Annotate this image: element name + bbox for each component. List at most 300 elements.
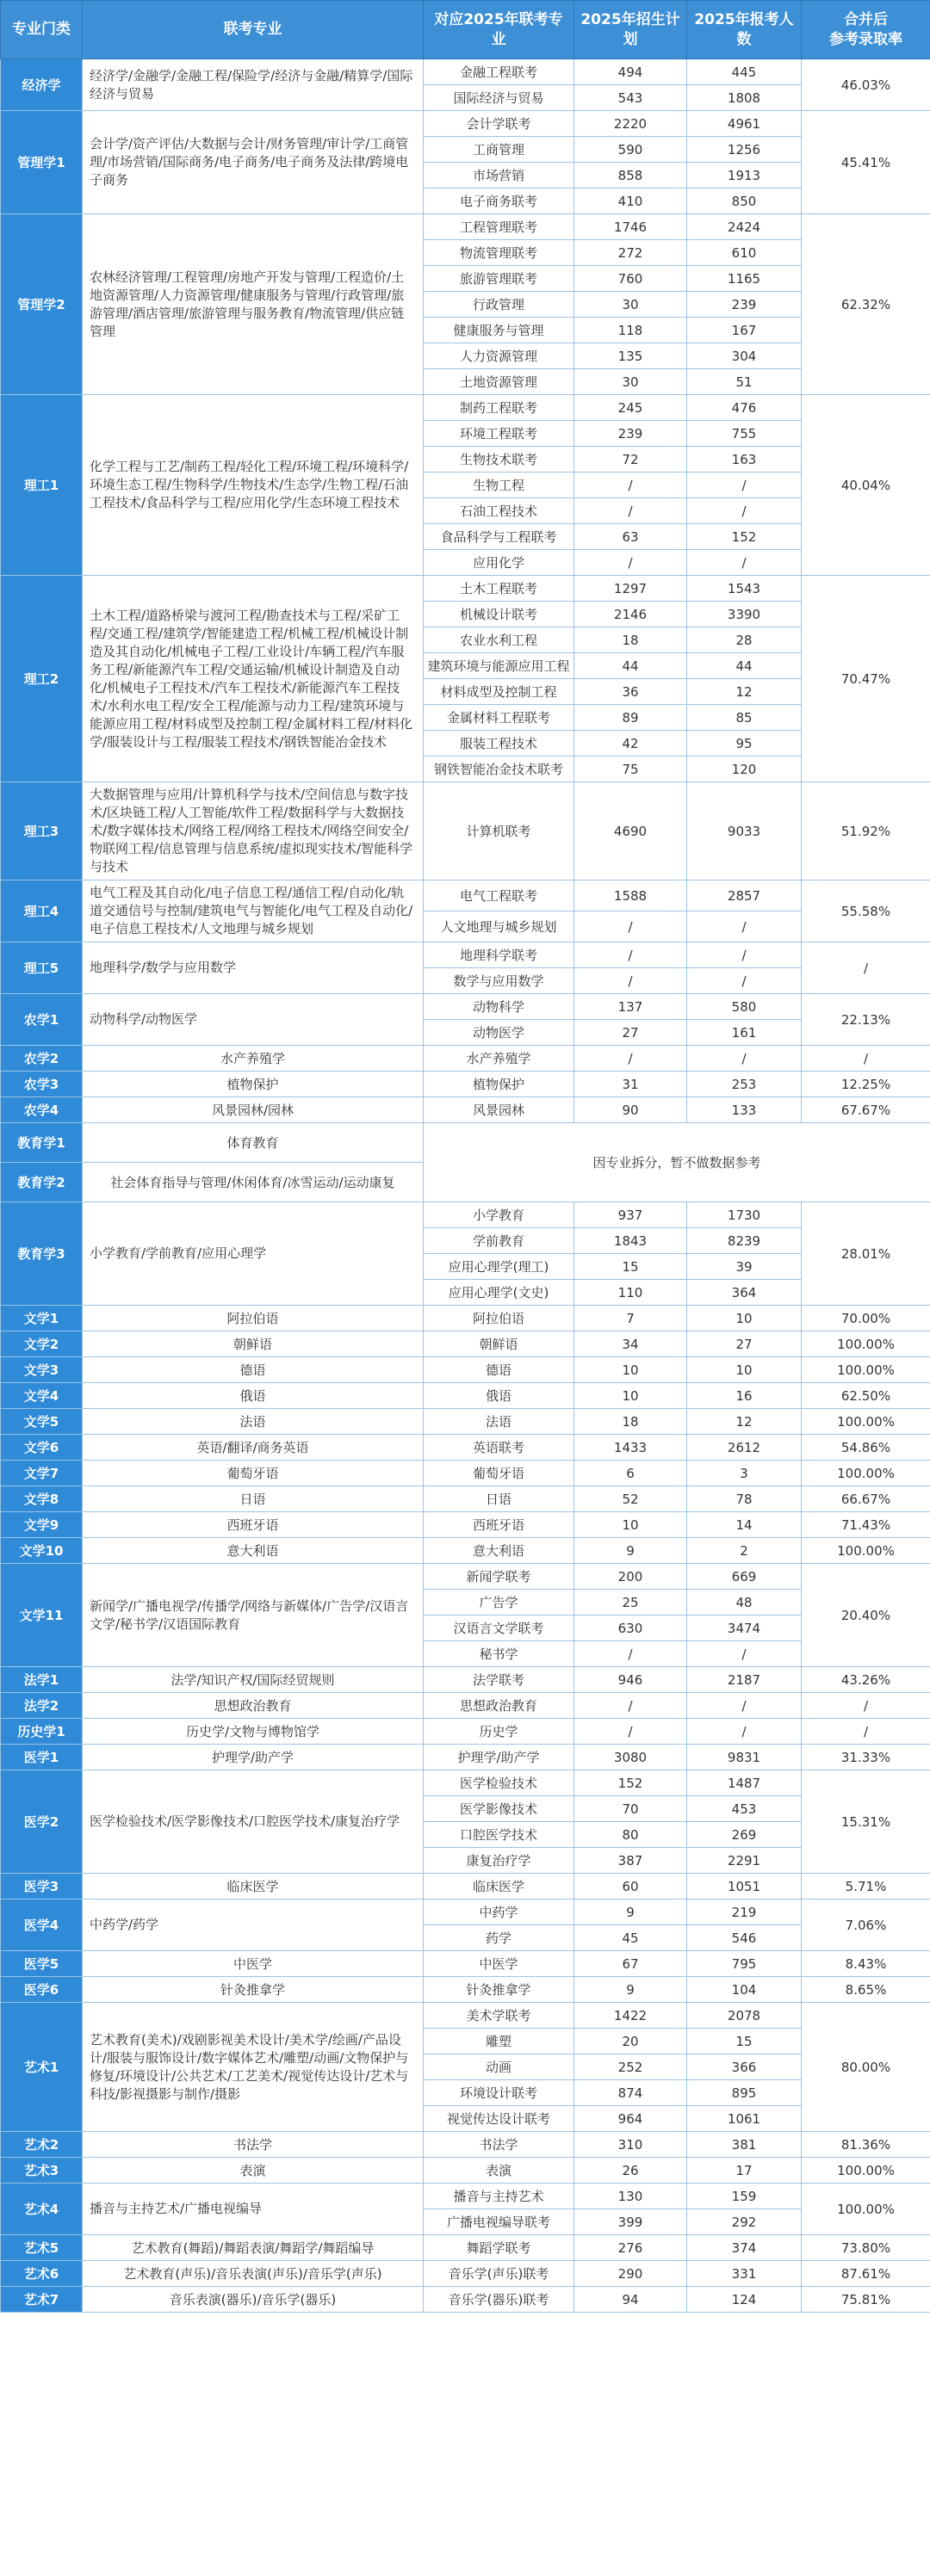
applicants-cell: 120 [687,757,802,782]
plan-cell: 272 [574,240,687,266]
table-row [1,1951,930,1977]
exam-major-cell: 葡萄牙语 [424,1461,574,1486]
plan-cell: 4690 [574,782,687,880]
category-cell: 教育学2 [1,1163,83,1202]
plan-cell: 70 [574,1796,687,1822]
majors-cell: 朝鲜语 [83,1331,424,1357]
applicants-cell: 9033 [687,782,802,880]
applicants-cell: / [687,1046,802,1072]
category-cell: 文学5 [1,1409,83,1435]
rate-cell: 51.92% [802,782,930,880]
exam-major-cell: 应用心理学(理工) [424,1254,574,1280]
table-row [1,2158,930,2184]
exam-major-cell: 德语 [424,1357,574,1383]
table-row [1,1461,930,1486]
rate-cell: 7.06% [802,1900,930,1951]
category-cell: 文学4 [1,1383,83,1409]
exam-major-cell: 思想政治教育 [424,1693,574,1719]
category-cell: 艺术2 [1,2132,83,2158]
plan-cell: 118 [574,318,687,343]
applicants-cell: / [687,942,802,968]
plan-cell: 964 [574,2106,687,2132]
applicants-cell: 167 [687,318,802,343]
plan-cell: 6 [574,1461,687,1486]
header-exam-major: 对应2025年联考专业 [424,1,574,59]
table-row [1,111,930,137]
plan-cell: 760 [574,266,687,292]
exam-major-cell: 食品科学与工程联考 [424,524,574,550]
majors-cell: 法语 [83,1409,424,1435]
exam-major-cell: 石油工程技术 [424,498,574,524]
applicants-cell: 895 [687,2080,802,2106]
applicants-cell: 10 [687,1306,802,1331]
exam-major-cell: 植物保护 [424,1072,574,1097]
exam-major-cell: 农业水利工程 [424,627,574,653]
exam-major-cell: 动物医学 [424,1020,574,1046]
applicants-cell: 850 [687,188,802,214]
applicants-cell: 2857 [687,880,802,911]
plan-cell: 310 [574,2132,687,2158]
rate-cell: / [802,1719,930,1745]
applicants-cell: 2424 [687,214,802,240]
plan-cell: 110 [574,1280,687,1306]
rate-cell: / [802,1046,930,1072]
category-cell: 文学7 [1,1461,83,1486]
applicants-cell: 161 [687,1020,802,1046]
table-row [1,880,930,911]
applicants-cell: 9831 [687,1745,802,1770]
plan-cell: 52 [574,1486,687,1512]
applicants-cell: 669 [687,1564,802,1590]
exam-major-cell: 广播电视编导联考 [424,2209,574,2235]
table-row [1,1409,930,1435]
plan-cell: 590 [574,137,687,163]
rate-cell: 71.43% [802,1512,930,1538]
plan-cell: 18 [574,627,687,653]
plan-cell: / [574,911,687,942]
majors-cell: 新闻学/广播电视学/传播学/网络与新媒体/广告学/汉语言文学/秘书学/汉语国际教育 [83,1564,424,1667]
plan-cell: 63 [574,524,687,550]
plan-cell: 543 [574,85,687,111]
rate-cell: 80.00% [802,2003,930,2132]
majors-cell: 护理学/助产学 [83,1745,424,1770]
applicants-cell: 10 [687,1357,802,1383]
exam-major-cell: 生物技术联考 [424,447,574,473]
applicants-cell: 374 [687,2235,802,2261]
exam-major-cell: 美术学联考 [424,2003,574,2029]
table-row [1,1202,930,1228]
exam-major-cell: 音乐学(器乐)联考 [424,2287,574,2313]
majors-cell: 播音与主持艺术/广播电视编导 [83,2184,424,2235]
exam-major-cell: 医学检验技术 [424,1770,574,1796]
category-cell: 医学5 [1,1951,83,1977]
plan-cell: 1433 [574,1435,687,1461]
applicants-cell: 2291 [687,1848,802,1874]
applicants-cell: 253 [687,1072,802,1097]
exam-major-cell: 工商管理 [424,137,574,163]
exam-major-cell: 俄语 [424,1383,574,1409]
exam-major-cell: 舞蹈学联考 [424,2235,574,2261]
exam-major-cell: 中医学 [424,1951,574,1977]
applicants-cell: / [687,1641,802,1667]
plan-cell: 245 [574,395,687,421]
applicants-cell: 2078 [687,2003,802,2029]
table-row [1,1977,930,2003]
applicants-cell: 610 [687,240,802,266]
category-cell: 理工3 [1,782,83,880]
rate-cell: 20.40% [802,1564,930,1667]
applicants-cell: 453 [687,1796,802,1822]
category-cell: 法学1 [1,1667,83,1693]
rate-cell: 22.13% [802,994,930,1046]
applicants-cell: 1487 [687,1770,802,1796]
header-applicants: 2025年报考人数 [687,1,802,59]
applicants-cell: 12 [687,679,802,705]
table-row [1,1564,930,1590]
plan-cell: 630 [574,1615,687,1641]
majors-cell: 地理科学/数学与应用数学 [83,942,424,994]
table-row [1,1667,930,1693]
applicants-cell: 2 [687,1538,802,1564]
category-cell: 理工5 [1,942,83,994]
applicants-cell: 133 [687,1097,802,1123]
rate-cell: 62.32% [802,214,930,395]
applicants-cell: / [687,498,802,524]
exam-major-cell: 人文地理与城乡规划 [424,911,574,942]
applicants-cell: 580 [687,994,802,1020]
applicants-cell: 95 [687,731,802,757]
exam-major-cell: 风景园林 [424,1097,574,1123]
exam-major-cell: 中药学 [424,1900,574,1925]
plan-cell: 20 [574,2029,687,2054]
applicants-cell: 159 [687,2184,802,2209]
exam-major-cell: 国际经济与贸易 [424,85,574,111]
applicants-cell: 381 [687,2132,802,2158]
applicants-cell: 219 [687,1900,802,1925]
exam-major-cell: 土地资源管理 [424,369,574,395]
plan-cell: 15 [574,1254,687,1280]
rate-cell: 100.00% [802,2158,930,2184]
plan-cell: 1843 [574,1228,687,1254]
exam-major-cell: 水产养殖学 [424,1046,574,1072]
plan-cell: 200 [574,1564,687,1590]
plan-cell: 75 [574,757,687,782]
plan-cell: 45 [574,1925,687,1951]
category-cell: 医学6 [1,1977,83,2003]
rate-cell: 87.61% [802,2261,930,2287]
plan-cell: 2220 [574,111,687,137]
plan-cell: 10 [574,1512,687,1538]
exam-major-cell: 环境设计联考 [424,2080,574,2106]
category-cell: 艺术3 [1,2158,83,2184]
applicants-cell: 8239 [687,1228,802,1254]
exam-major-cell: 物流管理联考 [424,240,574,266]
majors-cell: 思想政治教育 [83,1693,424,1719]
majors-cell: 农林经济管理/工程管理/房地产开发与管理/工程造价/土地资源管理/人力资源管理/健康服务与管理/行政管理/旅游管理/酒店管理/旅游管理与服务教育/物流管理/供应链管理 [83,214,424,395]
table-row [1,1357,930,1383]
exam-major-cell: 英语联考 [424,1435,574,1461]
applicants-cell: 1165 [687,266,802,292]
majors-cell: 历史学/文物与博物馆学 [83,1719,424,1745]
category-cell: 文学8 [1,1486,83,1512]
table-row [1,1745,930,1770]
category-cell: 艺术1 [1,2003,83,2132]
category-cell: 文学9 [1,1512,83,1538]
majors-cell: 西班牙语 [83,1512,424,1538]
exam-major-cell: 秘书学 [424,1641,574,1667]
exam-major-cell: 药学 [424,1925,574,1951]
exam-major-cell: 法学联考 [424,1667,574,1693]
plan-cell: 3080 [574,1745,687,1770]
rate-cell: 15.31% [802,1770,930,1874]
exam-major-cell: 汉语言文学联考 [424,1615,574,1641]
majors-cell: 经济学/金融学/金融工程/保险学/经济与金融/精算学/国际经济与贸易 [83,59,424,111]
majors-cell: 音乐表演(器乐)/音乐学(器乐) [83,2287,424,2313]
category-cell: 文学11 [1,1564,83,1667]
majors-cell: 葡萄牙语 [83,1461,424,1486]
applicants-cell: 16 [687,1383,802,1409]
plan-cell: 387 [574,1848,687,1874]
applicants-cell: / [687,1693,802,1719]
rate-cell: 70.47% [802,576,930,782]
exam-major-cell: 电气工程联考 [424,880,574,911]
category-cell: 艺术4 [1,2184,83,2235]
plan-cell: / [574,1046,687,1072]
exam-major-cell: 动画 [424,2054,574,2080]
plan-cell: 946 [574,1667,687,1693]
exam-major-cell: 历史学 [424,1719,574,1745]
exam-major-cell: 建筑环境与能源应用工程 [424,653,574,679]
plan-cell: 30 [574,292,687,318]
rate-cell: 81.36% [802,2132,930,2158]
applicants-cell: 14 [687,1512,802,1538]
rate-cell: 100.00% [802,2184,930,2235]
majors-cell: 中医学 [83,1951,424,1977]
plan-cell: 27 [574,1020,687,1046]
plan-cell: 9 [574,1538,687,1564]
applicants-cell: 1913 [687,163,802,188]
table-row [1,1693,930,1719]
applicants-cell: 239 [687,292,802,318]
exam-major-cell: 金属材料工程联考 [424,705,574,731]
applicants-cell: / [687,1719,802,1745]
plan-cell: / [574,1719,687,1745]
plan-cell: / [574,550,687,576]
exam-major-cell: 西班牙语 [424,1512,574,1538]
plan-cell: 18 [574,1409,687,1435]
plan-cell: 135 [574,343,687,369]
category-cell: 艺术7 [1,2287,83,2313]
category-cell: 艺术6 [1,2261,83,2287]
rate-cell: 70.00% [802,1306,930,1331]
exam-major-cell: 应用心理学(文史) [424,1280,574,1306]
applicants-cell: 163 [687,447,802,473]
category-cell: 法学2 [1,1693,83,1719]
exam-major-cell: 学前教育 [424,1228,574,1254]
rate-cell: 62.50% [802,1383,930,1409]
plan-cell: 90 [574,1097,687,1123]
plan-cell: 60 [574,1874,687,1900]
exam-major-cell: 新闻学联考 [424,1564,574,1590]
category-cell: 经济学 [1,59,83,111]
majors-cell: 医学检验技术/医学影像技术/口腔医学技术/康复治疗学 [83,1770,424,1874]
plan-cell: 94 [574,2287,687,2313]
applicants-cell: 44 [687,653,802,679]
applicants-cell: 17 [687,2158,802,2184]
plan-cell: 239 [574,421,687,447]
applicants-cell: / [687,473,802,498]
header-rate-label: 合并后 参考录取率 [829,11,902,48]
majors-cell: 电气工程及其自动化/电子信息工程/通信工程/自动化/轨道交通信号与控制/建筑电气与智能化/电气工程及自动化/电子信息工程技术/人文地理与城乡规划 [83,880,424,942]
exam-major-cell: 法语 [424,1409,574,1435]
exam-major-cell: 意大利语 [424,1538,574,1564]
rate-cell: 73.80% [802,2235,930,2261]
applicants-cell: 364 [687,1280,802,1306]
table-row [1,2003,930,2029]
rate-cell: 28.01% [802,1202,930,1306]
table-row [1,1306,930,1331]
applicants-cell: 3474 [687,1615,802,1641]
applicants-cell: 795 [687,1951,802,1977]
applicants-cell: 269 [687,1822,802,1848]
plan-cell: 937 [574,1202,687,1228]
majors-cell: 植物保护 [83,1072,424,1097]
majors-cell: 英语/翻译/商务英语 [83,1435,424,1461]
applicants-cell: 152 [687,524,802,550]
table-row [1,1538,930,1564]
exam-major-cell: 地理科学联考 [424,942,574,968]
category-cell: 农学1 [1,994,83,1046]
applicants-cell: 124 [687,2287,802,2313]
majors-cell: 体育教育 [83,1123,424,1163]
exam-major-cell: 电子商务联考 [424,188,574,214]
category-cell: 文学3 [1,1357,83,1383]
exam-major-cell: 服装工程技术 [424,731,574,757]
table-row [1,1331,930,1357]
header-plan: 2025年招生计划 [574,1,687,59]
rate-cell: 12.25% [802,1072,930,1097]
plan-cell: 10 [574,1383,687,1409]
table-row [1,942,930,968]
plan-cell: / [574,1693,687,1719]
majors-cell: 小学教育/学前教育/应用心理学 [83,1202,424,1306]
majors-cell: 针灸推拿学 [83,1977,424,2003]
plan-cell: 874 [574,2080,687,2106]
majors-cell: 日语 [83,1486,424,1512]
rate-cell: 55.58% [802,880,930,942]
table-row [1,2184,930,2209]
majors-cell: 俄语 [83,1383,424,1409]
table-row [1,1486,930,1512]
applicants-cell: / [687,911,802,942]
applicants-cell: 1808 [687,85,802,111]
category-cell: 文学10 [1,1538,83,1564]
plan-cell: / [574,1641,687,1667]
plan-cell: 72 [574,447,687,473]
exam-major-cell: 动物科学 [424,994,574,1020]
majors-cell: 临床医学 [83,1874,424,1900]
category-cell: 理工2 [1,576,83,782]
exam-major-cell: 广告学 [424,1590,574,1615]
plan-cell: / [574,498,687,524]
exam-major-cell: 视觉传达设计联考 [424,2106,574,2132]
exam-major-cell: 工程管理联考 [424,214,574,240]
applicants-cell: 15 [687,2029,802,2054]
rate-cell: 66.67% [802,1486,930,1512]
plan-cell: 276 [574,2235,687,2261]
category-cell: 文学1 [1,1306,83,1331]
table-row [1,1512,930,1538]
rate-cell: 43.26% [802,1667,930,1693]
table-row [1,1097,930,1123]
table-row [1,1874,930,1900]
rate-cell: 46.03% [802,59,930,111]
table-row [1,576,930,602]
plan-cell: 2146 [574,602,687,627]
rate-cell: 54.86% [802,1435,930,1461]
plan-cell: / [574,473,687,498]
plan-cell: 1746 [574,214,687,240]
majors-cell: 法学/知识产权/国际经贸规则 [83,1667,424,1693]
applicants-cell: 27 [687,1331,802,1357]
category-cell: 医学1 [1,1745,83,1770]
category-cell: 管理学2 [1,214,83,395]
plan-cell: 252 [574,2054,687,2080]
category-cell: 文学2 [1,1331,83,1357]
applicants-cell: 755 [687,421,802,447]
applicants-cell: 3390 [687,602,802,627]
majors-cell: 艺术教育(美术)/戏剧影视美术设计/美术学/绘画/产品设计/服装与服饰设计/数字媒体艺术/雕塑/动画/文物保护与修复/环境设计/公共艺术/工艺美术/视觉传达设计/艺术与科技/影视摄影与制作/摄影 [83,2003,424,2132]
exam-major-cell: 临床医学 [424,1874,574,1900]
plan-cell: 31 [574,1072,687,1097]
exam-major-cell: 雕塑 [424,2029,574,2054]
exam-major-cell: 钢铁智能冶金技术联考 [424,757,574,782]
rate-cell: 75.81% [802,2287,930,2313]
exam-major-cell: 小学教育 [424,1202,574,1228]
rate-cell: 100.00% [802,1357,930,1383]
exam-major-cell: 数学与应用数学 [424,968,574,994]
header-category: 专业门类 [1,1,83,59]
exam-major-cell: 制药工程联考 [424,395,574,421]
plan-cell: 137 [574,994,687,1020]
exam-major-cell: 日语 [424,1486,574,1512]
exam-major-cell: 书法学 [424,2132,574,2158]
plan-cell: 36 [574,679,687,705]
plan-cell: 399 [574,2209,687,2235]
table-row [1,1046,930,1072]
applicants-cell: 85 [687,705,802,731]
category-cell: 理工4 [1,880,83,942]
applicants-cell: 104 [687,1977,802,2003]
plan-cell: 152 [574,1770,687,1796]
rate-cell: / [802,942,930,994]
exam-major-cell: 行政管理 [424,292,574,318]
plan-cell: 89 [574,705,687,731]
table-row [1,2287,930,2313]
applicants-cell: 4961 [687,111,802,137]
table-row [1,1719,930,1745]
exam-major-cell: 金融工程联考 [424,59,574,85]
category-cell: 农学4 [1,1097,83,1123]
table-row [1,1900,930,1925]
exam-major-cell: 播音与主持艺术 [424,2184,574,2209]
exam-major-cell: 环境工程联考 [424,421,574,447]
applicants-cell: / [687,550,802,576]
plan-cell: / [574,942,687,968]
category-cell: 医学3 [1,1874,83,1900]
exam-major-cell: 计算机联考 [424,782,574,880]
applicants-cell: 1051 [687,1874,802,1900]
